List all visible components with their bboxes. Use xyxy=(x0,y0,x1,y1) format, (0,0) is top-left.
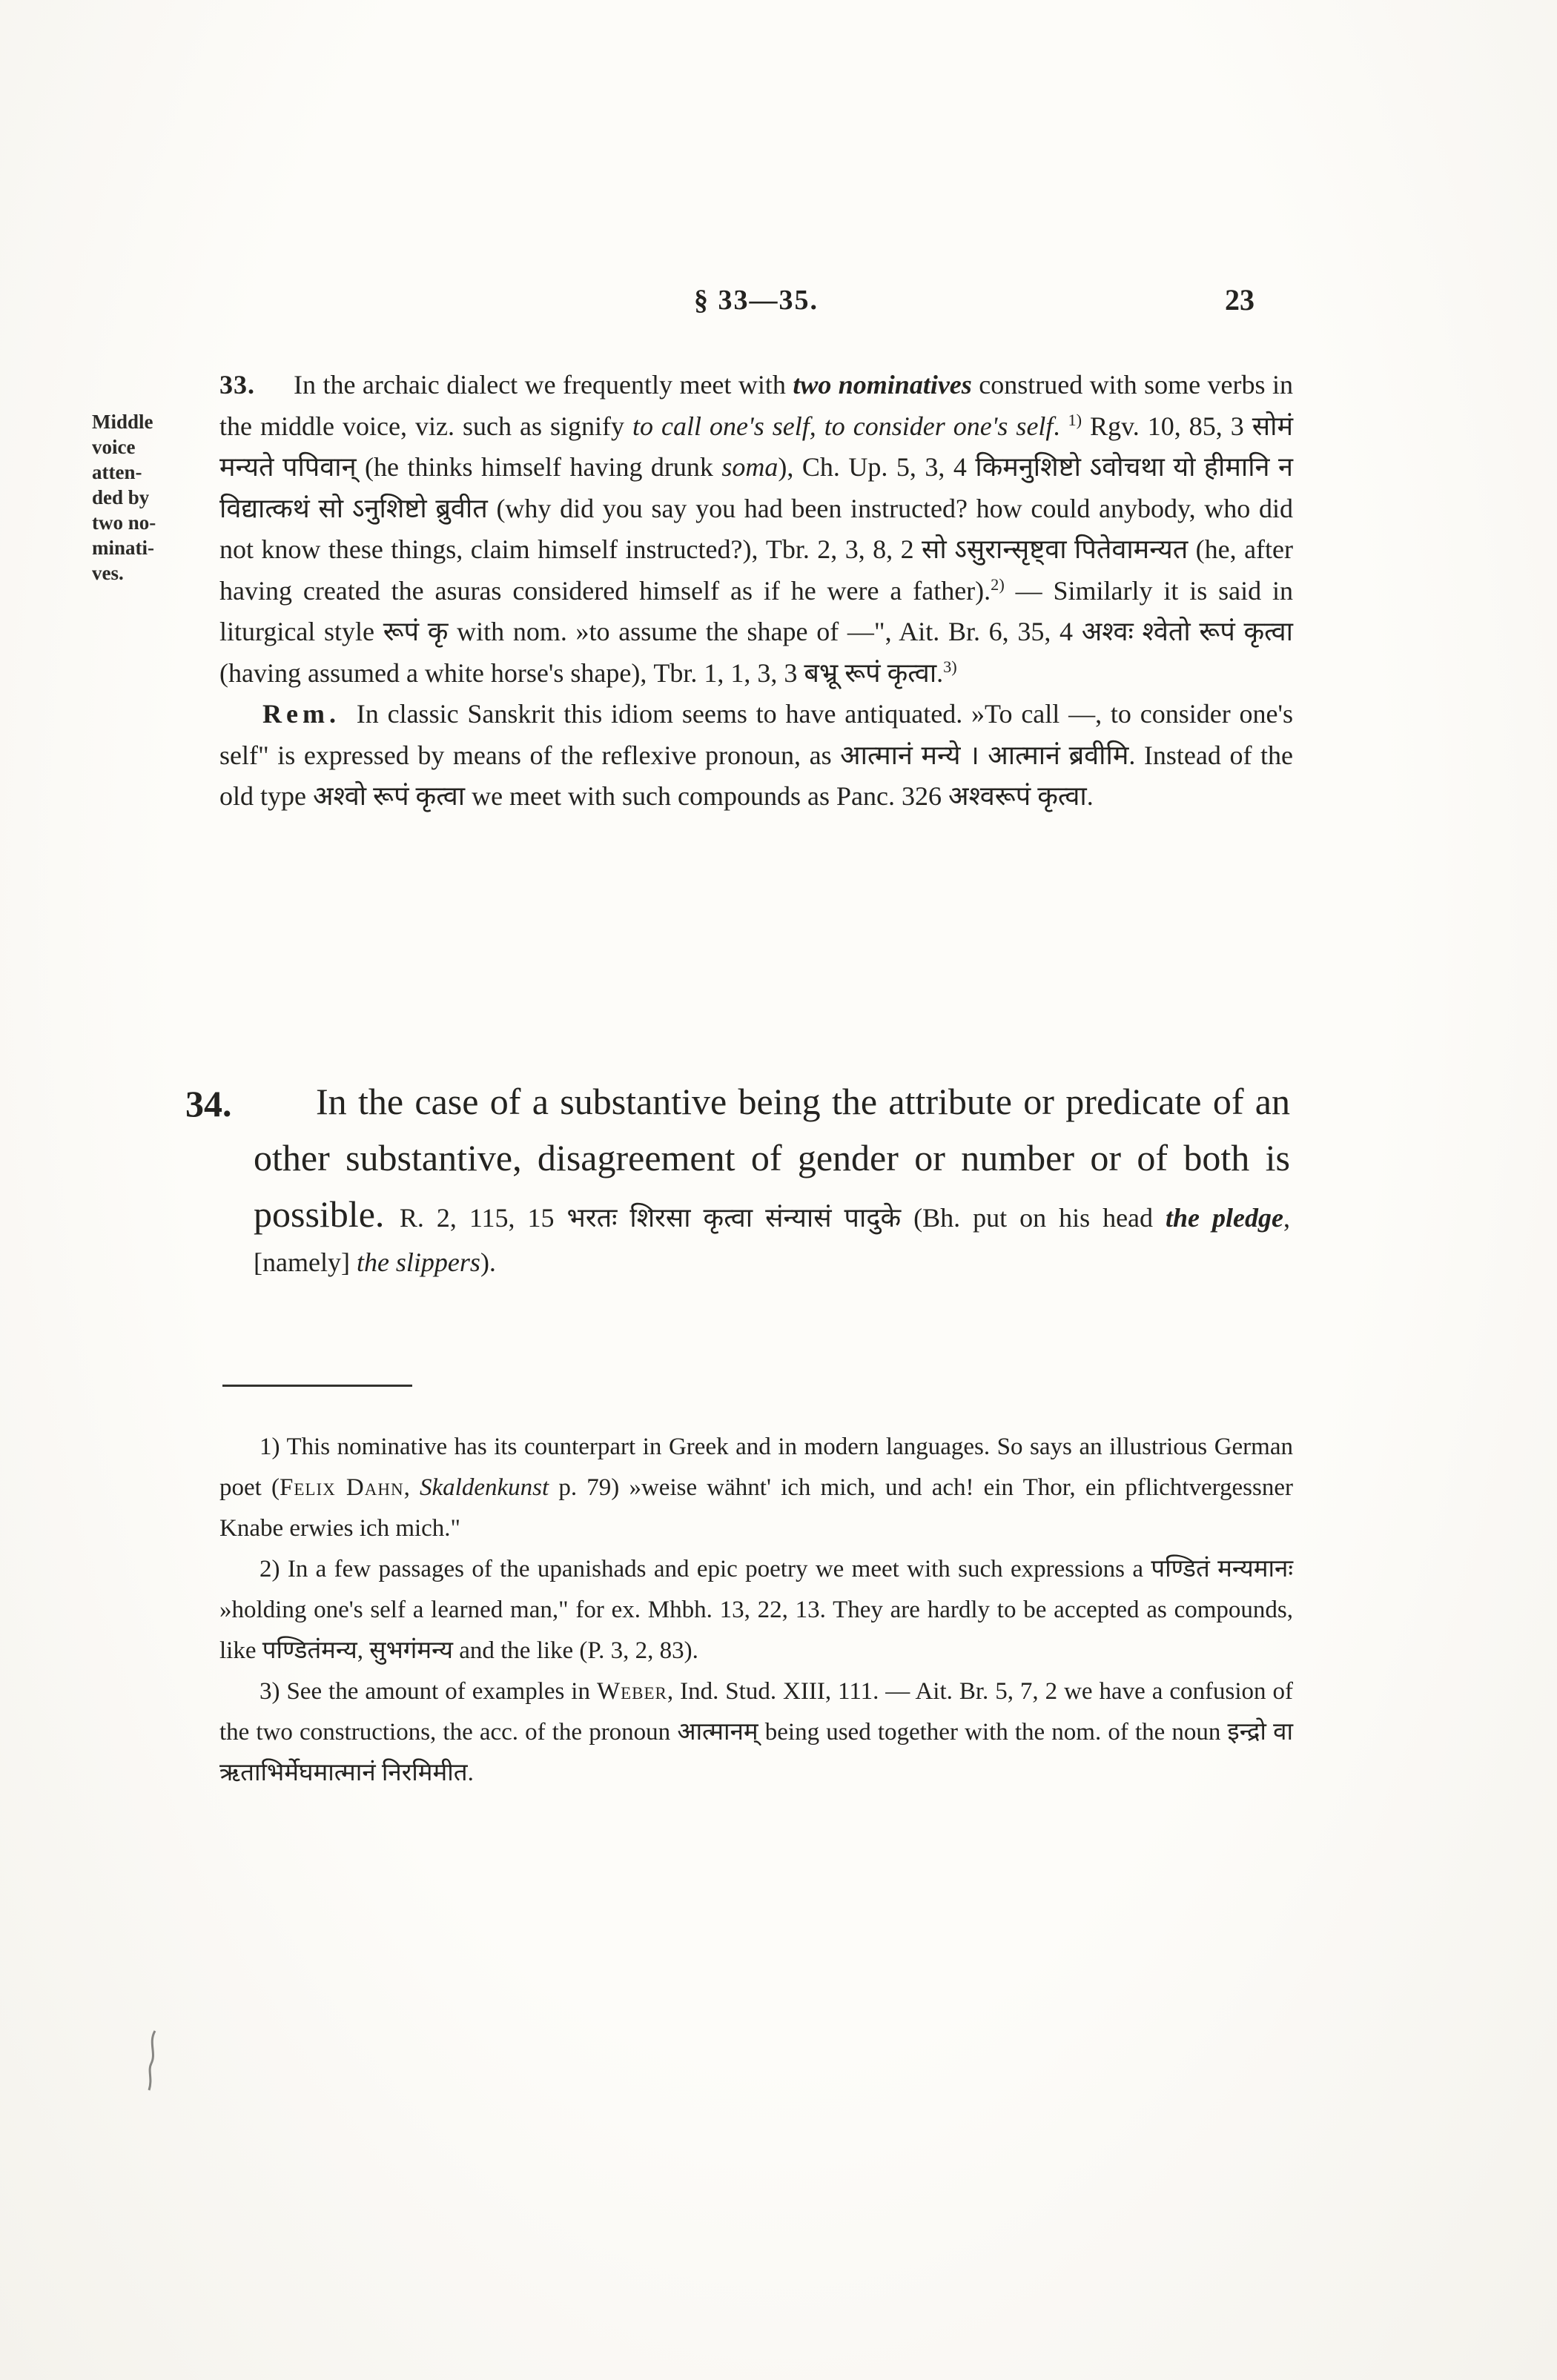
section-34 xyxy=(185,1073,1290,1283)
paragraph-34: In the case of a substantive being the attribute or predicate of an other substantive, disagreement of gender or number or of both is possible. R. 2, 115, 15 भरतः शिरसा कृत्वा संन्यासं पादुके (Bh. put on his head the pledge, [namely] the slippers). xyxy=(254,1081,1290,1277)
footnotes xyxy=(219,1427,1293,1794)
paragraph-33: 33. In the archaic dialect we frequently meet with two nominatives construed with some verbs in the middle voice, viz. such as signify to call one's self, to consider one's self. $^{1)}$ Rgv. 10, 85, 3 सोमं मन्यते पपिवान् (he thinks himself having drunk soma), Ch. Up. 5, 3, 4 किमनुशिष्टो ऽवोचथा यो हीमानि न विद्यात्कथं सो ऽनुशिष्टो ब्रुवीत (why did you say you had been instructed? how could anybody, who did not know these things, claim himself instructed?), Tbr. 2, 3, 8, 2 सो ऽसुरान्सृष्ट्वा पितेवामन्यत (he, after having created the asuras considered himself as if he were a father).$^{2)}$ — Similarly it is said in liturgical style रूपं कृ with nom. »to assume the shape of —", Ait. Br. 6, 35, 4 अश्वः श्वेतो रूपं कृत्वा (having assumed a white horse's shape), Tbr. 1, 1, 3, 3 बभ्रू रूपं कृत्वा.$^{3)}$ xyxy=(219,370,1293,688)
margin-note-line: ves. xyxy=(92,562,124,584)
footnote-1: 1) This nominative has its counterpart in Greek and in modern languages. So says an illustrious German poet (Felix Dahn, Skaldenkunst p. 79) »weise wähnt' ich mich, und ach! ein Thor, ein pflichtvergessner Knabe erwies ich mich." xyxy=(219,1433,1294,1542)
margin-note-line: atten- xyxy=(92,461,142,483)
footnote-3: 3) See the amount of examples in Weber, Ind. Stud. XIII, 111. — Ait. Br. 5, 7, 2 we have a confusion of the two constructions, the acc. of the pronoun आत्मानम् being used together with the nom. of the noun इन्द्रो वा ऋताभिर्मेघमात्मानं निरमिमीत. xyxy=(219,1678,1293,1786)
footnote-2: 2) In a few passages of the upanishads and epic poetry we meet with such expressions a पण्डितं मन्यमानः »holding one's self a learned man," for ex. Mhbh. 13, 22, 13. They are hardly to be accepted as compounds, like पण्डितंमन्य, सुभगंमन्य and the like (P. 3, 2, 83). xyxy=(219,1556,1293,1664)
margin-note xyxy=(92,409,219,586)
scan-artifact xyxy=(145,2029,162,2092)
section-reference: § 33—35. xyxy=(694,285,819,316)
footnote-separator-rule xyxy=(222,1385,412,1387)
section-33 xyxy=(219,365,1293,818)
margin-note-line: Middle xyxy=(92,411,153,433)
remark-paragraph: Rem. In classic Sanskrit this idiom seems to have antiquated. »To call —, to consider one's self" is expressed by means of the reflexive pronoun, as आत्मानं मन्ये । आत्मानं ब्रवीमि. Instead of the old type अश्वो रूपं कृत्वा we meet with such compounds as Panc. 326 अश्वरूपं कृत्वा. xyxy=(219,699,1293,811)
margin-note-line: voice xyxy=(92,436,136,458)
page-header xyxy=(219,284,1293,322)
section-34-number: 34. xyxy=(185,1083,232,1124)
margin-note-line: ded by xyxy=(92,486,150,508)
margin-note-line: minati- xyxy=(92,537,154,559)
margin-note-line: two no- xyxy=(92,511,156,534)
page-number: 23 xyxy=(1225,283,1254,316)
